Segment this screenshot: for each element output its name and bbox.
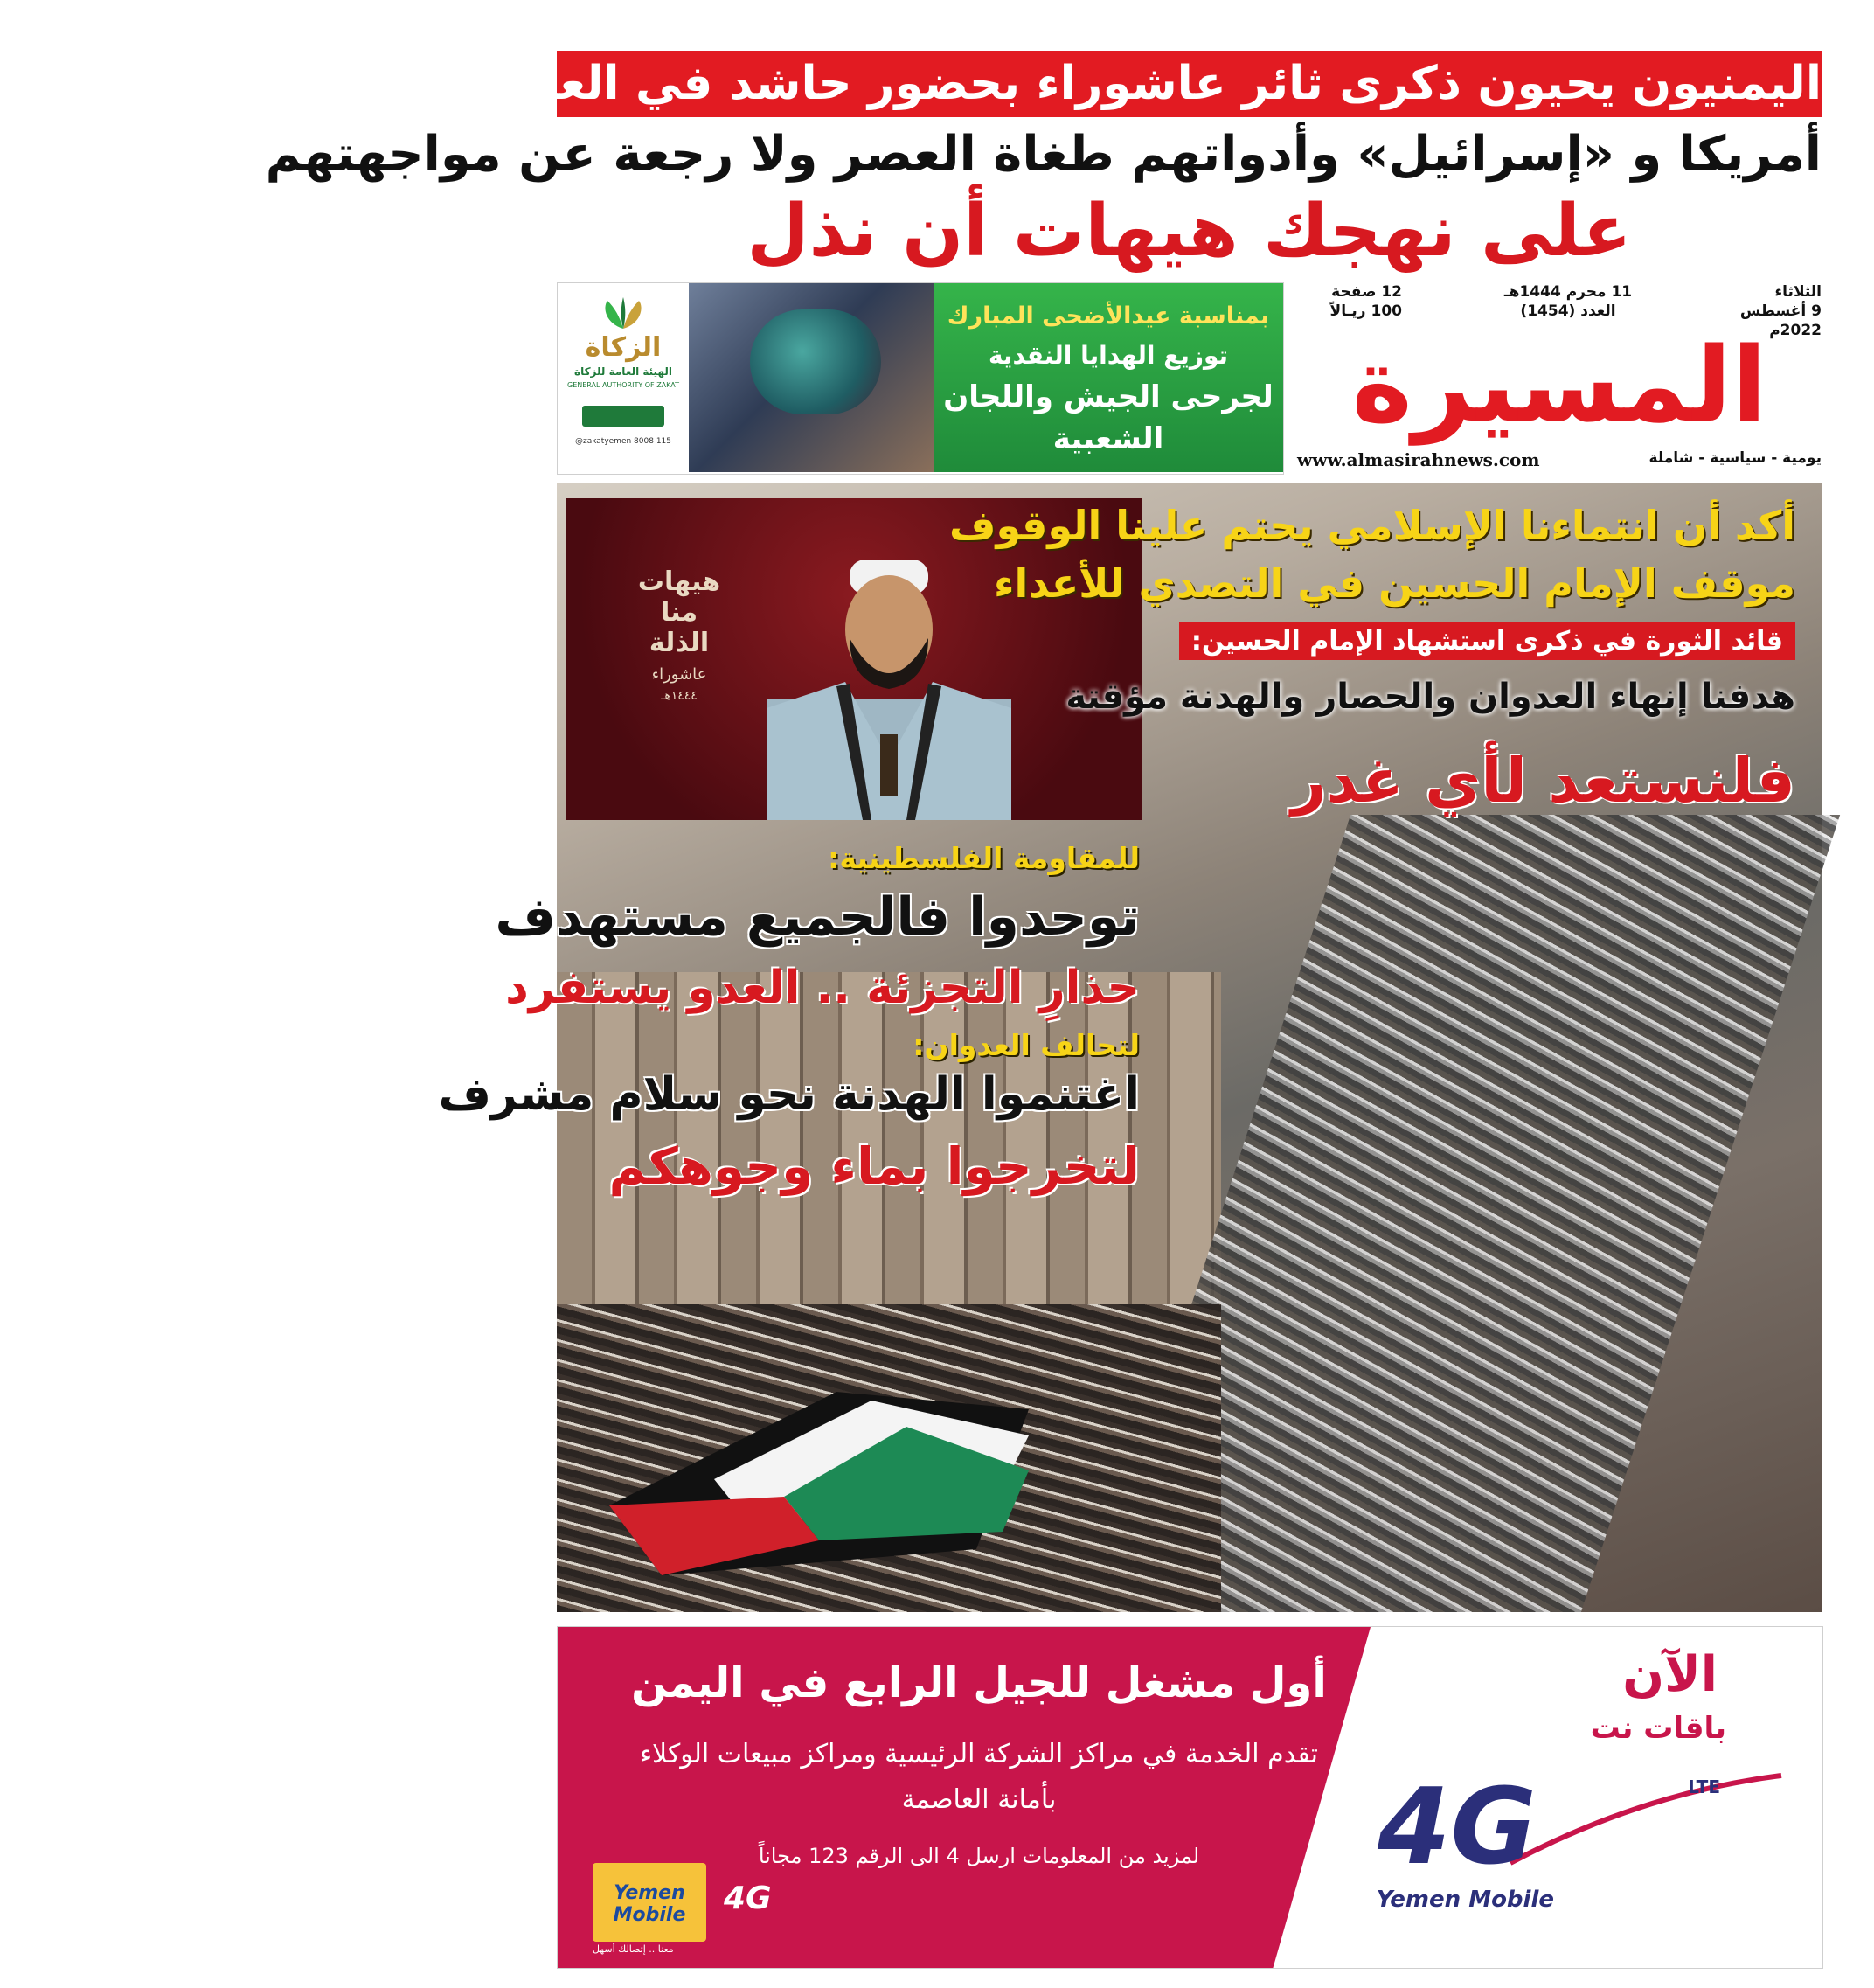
leader-caption-sub: عاشوراء — [651, 665, 707, 684]
top-banner-headline: اليمنيون يحيون ذكرى ثائر عاشوراء بحضور حاشد في العاصمة والمحافظات الحرة — [557, 51, 1822, 117]
leave-headline: لتخرجوا بماء وجوهكم — [608, 1136, 1140, 1196]
zakat-ad-photo — [689, 283, 934, 472]
ym-small-4g-logo: 4G — [724, 1880, 772, 1916]
price: 100 ريـالاً — [1329, 302, 1402, 320]
zakat-badge — [582, 406, 664, 427]
palestine-label: للمقاومة الفلسطينية: — [828, 841, 1140, 875]
zakat-line-3: الشعبية — [1052, 421, 1164, 456]
pages-block — [1297, 282, 1402, 321]
truce-headline: هدفنا إنهاء العدوان والحصار والهدنة مؤقتة — [1065, 677, 1795, 717]
ym-line-2: بأمانة العاصمة — [901, 1784, 1057, 1815]
hijri-date: 11 محرم 1444هـ — [1503, 283, 1633, 301]
gregorian-date: 9 أغسطس 2022م — [1739, 302, 1822, 339]
issue-block — [1489, 282, 1647, 321]
issue-number: العدد (1454) — [1520, 302, 1616, 320]
sub-headline: أمريكا و «إسرائيل» وأدواتهم طغاة العصر ولا رجعة عن مواجهتهم — [265, 126, 1822, 183]
ym-now: الآن — [1622, 1646, 1718, 1703]
yemen-mobile-advertisement — [557, 1626, 1823, 1969]
zakat-leaf-icon — [597, 297, 649, 330]
quote-line-2: موقف الإمام الحسين في التصدي للأعداء — [994, 560, 1795, 607]
zakat-social-handles: @zakatyemen 8008 115 — [574, 437, 671, 446]
zakat-ad-text-panel — [934, 283, 1283, 472]
page-count: 12 صفحة — [1331, 283, 1402, 301]
leader-label: قائد الثورة في ذكرى استشهاد الإمام الحسين: — [1179, 622, 1795, 660]
gift-bag-image — [750, 309, 881, 414]
zakat-logo-english: GENERAL AUTHORITY OF ZAKAT — [567, 381, 679, 389]
seize-truce-headline: اغتنموا الهدنة نحو سلام مشرف — [438, 1068, 1140, 1121]
svg-text:LTE: LTE — [1688, 1776, 1720, 1797]
coalition-label: لتحالف العدوان: — [913, 1028, 1140, 1062]
weekday: الثلاثاء — [1774, 283, 1822, 301]
ym-line-3: لمزيد من المعلومات ارسل 4 الى الرقم 123 مجاناً — [758, 1844, 1200, 1868]
leader-caption-title: هيهات منا الذلة — [637, 567, 721, 658]
zakat-advertisement — [557, 282, 1284, 475]
prepare-headline: فلنستعد لأي غدر — [1291, 745, 1795, 817]
zakat-logo-subtitle: الهيئة العامة للزكاة — [573, 365, 672, 378]
unite-headline: توحدوا فالجميع مستهدف — [495, 886, 1140, 948]
leader-portrait-image — [740, 533, 1038, 820]
website-url[interactable]: www.almasirahnews.com — [1297, 449, 1540, 470]
leader-caption — [627, 567, 732, 703]
palestine-flag-image — [609, 1374, 1029, 1575]
ym-logo-text: Yemen Mobile — [613, 1882, 686, 1926]
svg-text:4G: 4G — [1378, 1767, 1537, 1888]
4g-lte-logo — [1376, 1758, 1790, 1915]
zakat-line-2: لجرحى الجيش واللجان — [943, 379, 1274, 414]
newspaper-logo: المسيرة — [1351, 324, 1767, 445]
main-photo — [438, 483, 1822, 1612]
ym-slogan: معنا .. إتصالك أسهل — [593, 1943, 674, 1955]
main-headline: على نهجك هيهات أن نذل — [746, 190, 1632, 273]
zakat-logo-text: الزكاة — [585, 332, 662, 363]
ym-line-1: تقدم الخدمة في مراكز الشركة الرئيسية ومراكز مبيعات الوكلاء — [639, 1739, 1319, 1769]
beware-headline: حذارِ التجزئة .. العدو يستفرد — [505, 962, 1140, 1014]
leader-caption-year: ١٤٤٤هـ — [661, 689, 698, 703]
yemen-mobile-logo — [593, 1863, 706, 1942]
quote-line-1: أكد أن انتماءنا الإسلامي يحتم علينا الوقوف — [949, 502, 1795, 549]
ym-headline: أول مشغل للجيل الرابع في اليمن — [631, 1658, 1327, 1707]
ym-brand-text: Yemen Mobile — [1376, 1887, 1554, 1913]
zakat-line-1: توزيع الهدايا النقدية — [988, 341, 1229, 370]
tagline: يومية - سياسية - شاملة — [1648, 449, 1822, 467]
zakat-logo — [558, 283, 689, 472]
ym-packages: باقات نت — [1590, 1711, 1726, 1746]
zakat-occasion: بمناسبة عيدالأضحى المبارك — [947, 302, 1270, 330]
